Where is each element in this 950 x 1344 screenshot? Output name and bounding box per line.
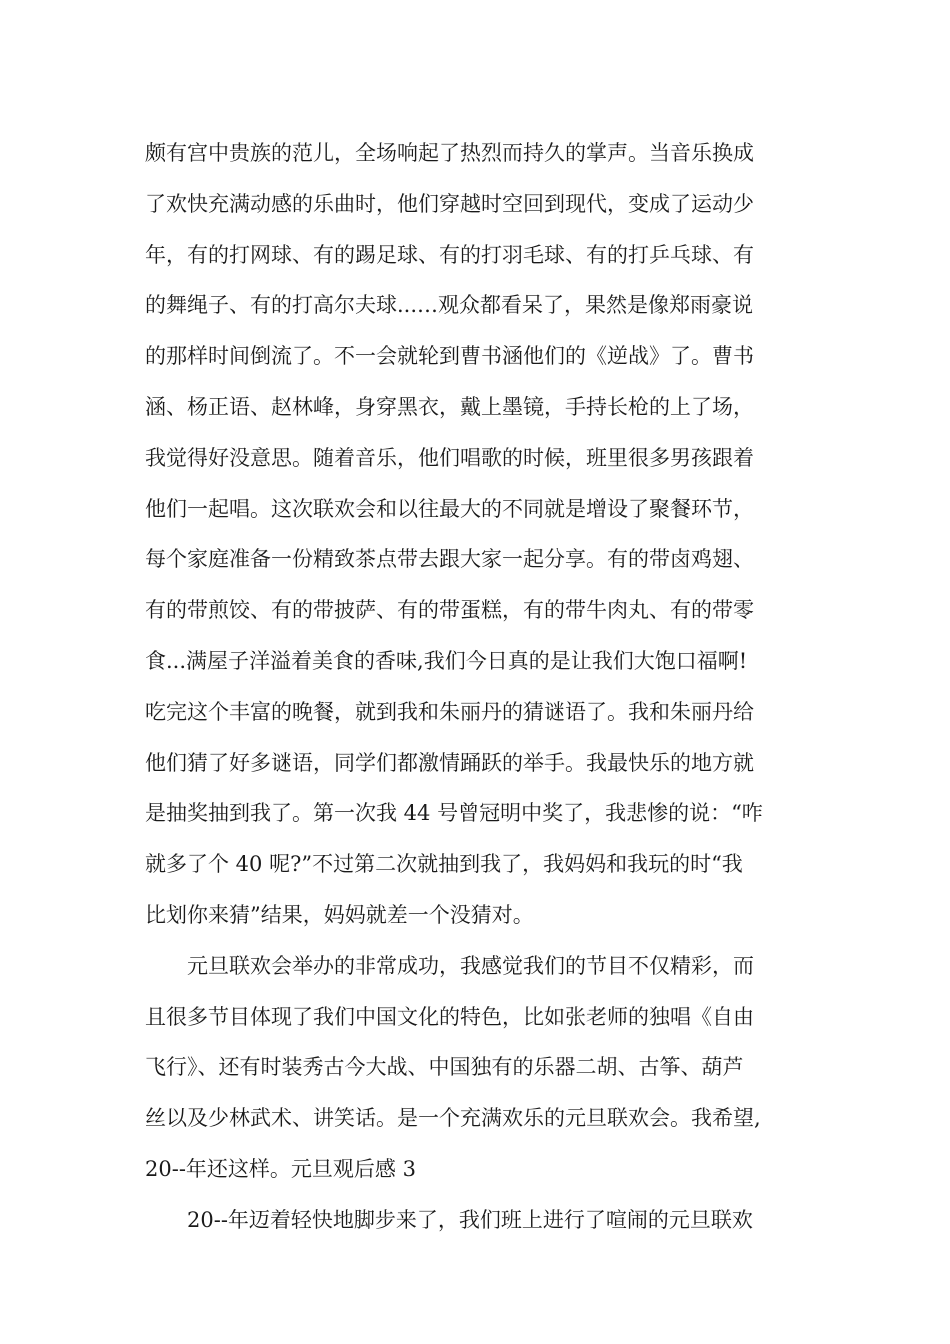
text-line-10: 有的带煎饺、有的带披萨、有的带蛋糕，有的带牛肉丸、有的带零 (145, 598, 754, 623)
text-line-6: 涵、杨正语、赵林峰，身穿黑衣，戴上墨镜，手持长枪的上了场， (145, 394, 754, 419)
text-line-3: 年，有的打网球、有的踢足球、有的打羽毛球、有的打乒乓球、有 (145, 242, 754, 267)
text-line-13: 他们猜了好多谜语，同学们都激情踊跃的举手。我最快乐的地方就 (145, 750, 754, 775)
text-line-14: 是抽奖抽到我了。第一次我 44 号曾冠明中奖了，我悲惨的说：“咋 (145, 801, 763, 826)
text-line-18: 且很多节目体现了我们中国文化的特色，比如张老师的独唱《自由 (145, 1004, 754, 1029)
text-line-19: 飞行》、还有时装秀古今大战、中国独有的乐器二胡、古筝、葫芦 (145, 1055, 744, 1080)
text-line-1: 颇有宫中贵族的范儿，全场响起了热烈而持久的掌声。当音乐换成 (145, 141, 754, 165)
text-line-9: 每个家庭准备一份精致茶点带去跟大家一起分享。有的带卤鸡翅、 (145, 547, 754, 572)
text-line-21: 20--年还这样。元旦观后感 3 (145, 1156, 416, 1181)
text-line-4: 的舞绳子、有的打高尔夫球...…观众都看呆了，果然是像郑雨豪说 (145, 293, 754, 318)
text-line-20: 丝以及少林武术、讲笑话。是一个充满欢乐的元旦联欢会。我希望, (145, 1106, 761, 1131)
text-line-8: 他们一起唱。这次联欢会和以往最大的不同就是增设了聚餐环节， (145, 496, 754, 521)
text-line-11: 食...满屋子洋溢着美食的香味,我们今日真的是让我们大饱口福啊! (145, 648, 748, 673)
text-line-16: 比划你来猜”结果，妈妈就差一个没猜对。 (145, 902, 534, 927)
text-line-7: 我觉得好没意思。随着音乐，他们唱歌的时候，班里很多男孩跟着 (145, 445, 754, 470)
text-line-2: 了欢快充满动感的乐曲时，他们穿越时空回到现代，变成了运动少 (145, 191, 754, 216)
body-text (145, 128, 825, 1246)
text-line-12: 吃完这个丰富的晚餐，就到我和朱丽丹的猜谜语了。我和朱丽丹给 (145, 699, 754, 724)
text-line-17: 元旦联欢会举办的非常成功，我感觉我们的节目不仅精彩，而 (187, 953, 754, 978)
text-line-5: 的那样时间倒流了。不一会就轮到曹书涵他们的《逆战》了。曹书 (145, 344, 754, 369)
text-line-22: 20--年迈着轻快地脚步来了，我们班上进行了喧闹的元旦联欢 (187, 1207, 753, 1232)
text-line-15: 就多了个 40 呢?”不过第二次就抽到我了，我妈妈和我玩的时“我 (145, 852, 743, 877)
